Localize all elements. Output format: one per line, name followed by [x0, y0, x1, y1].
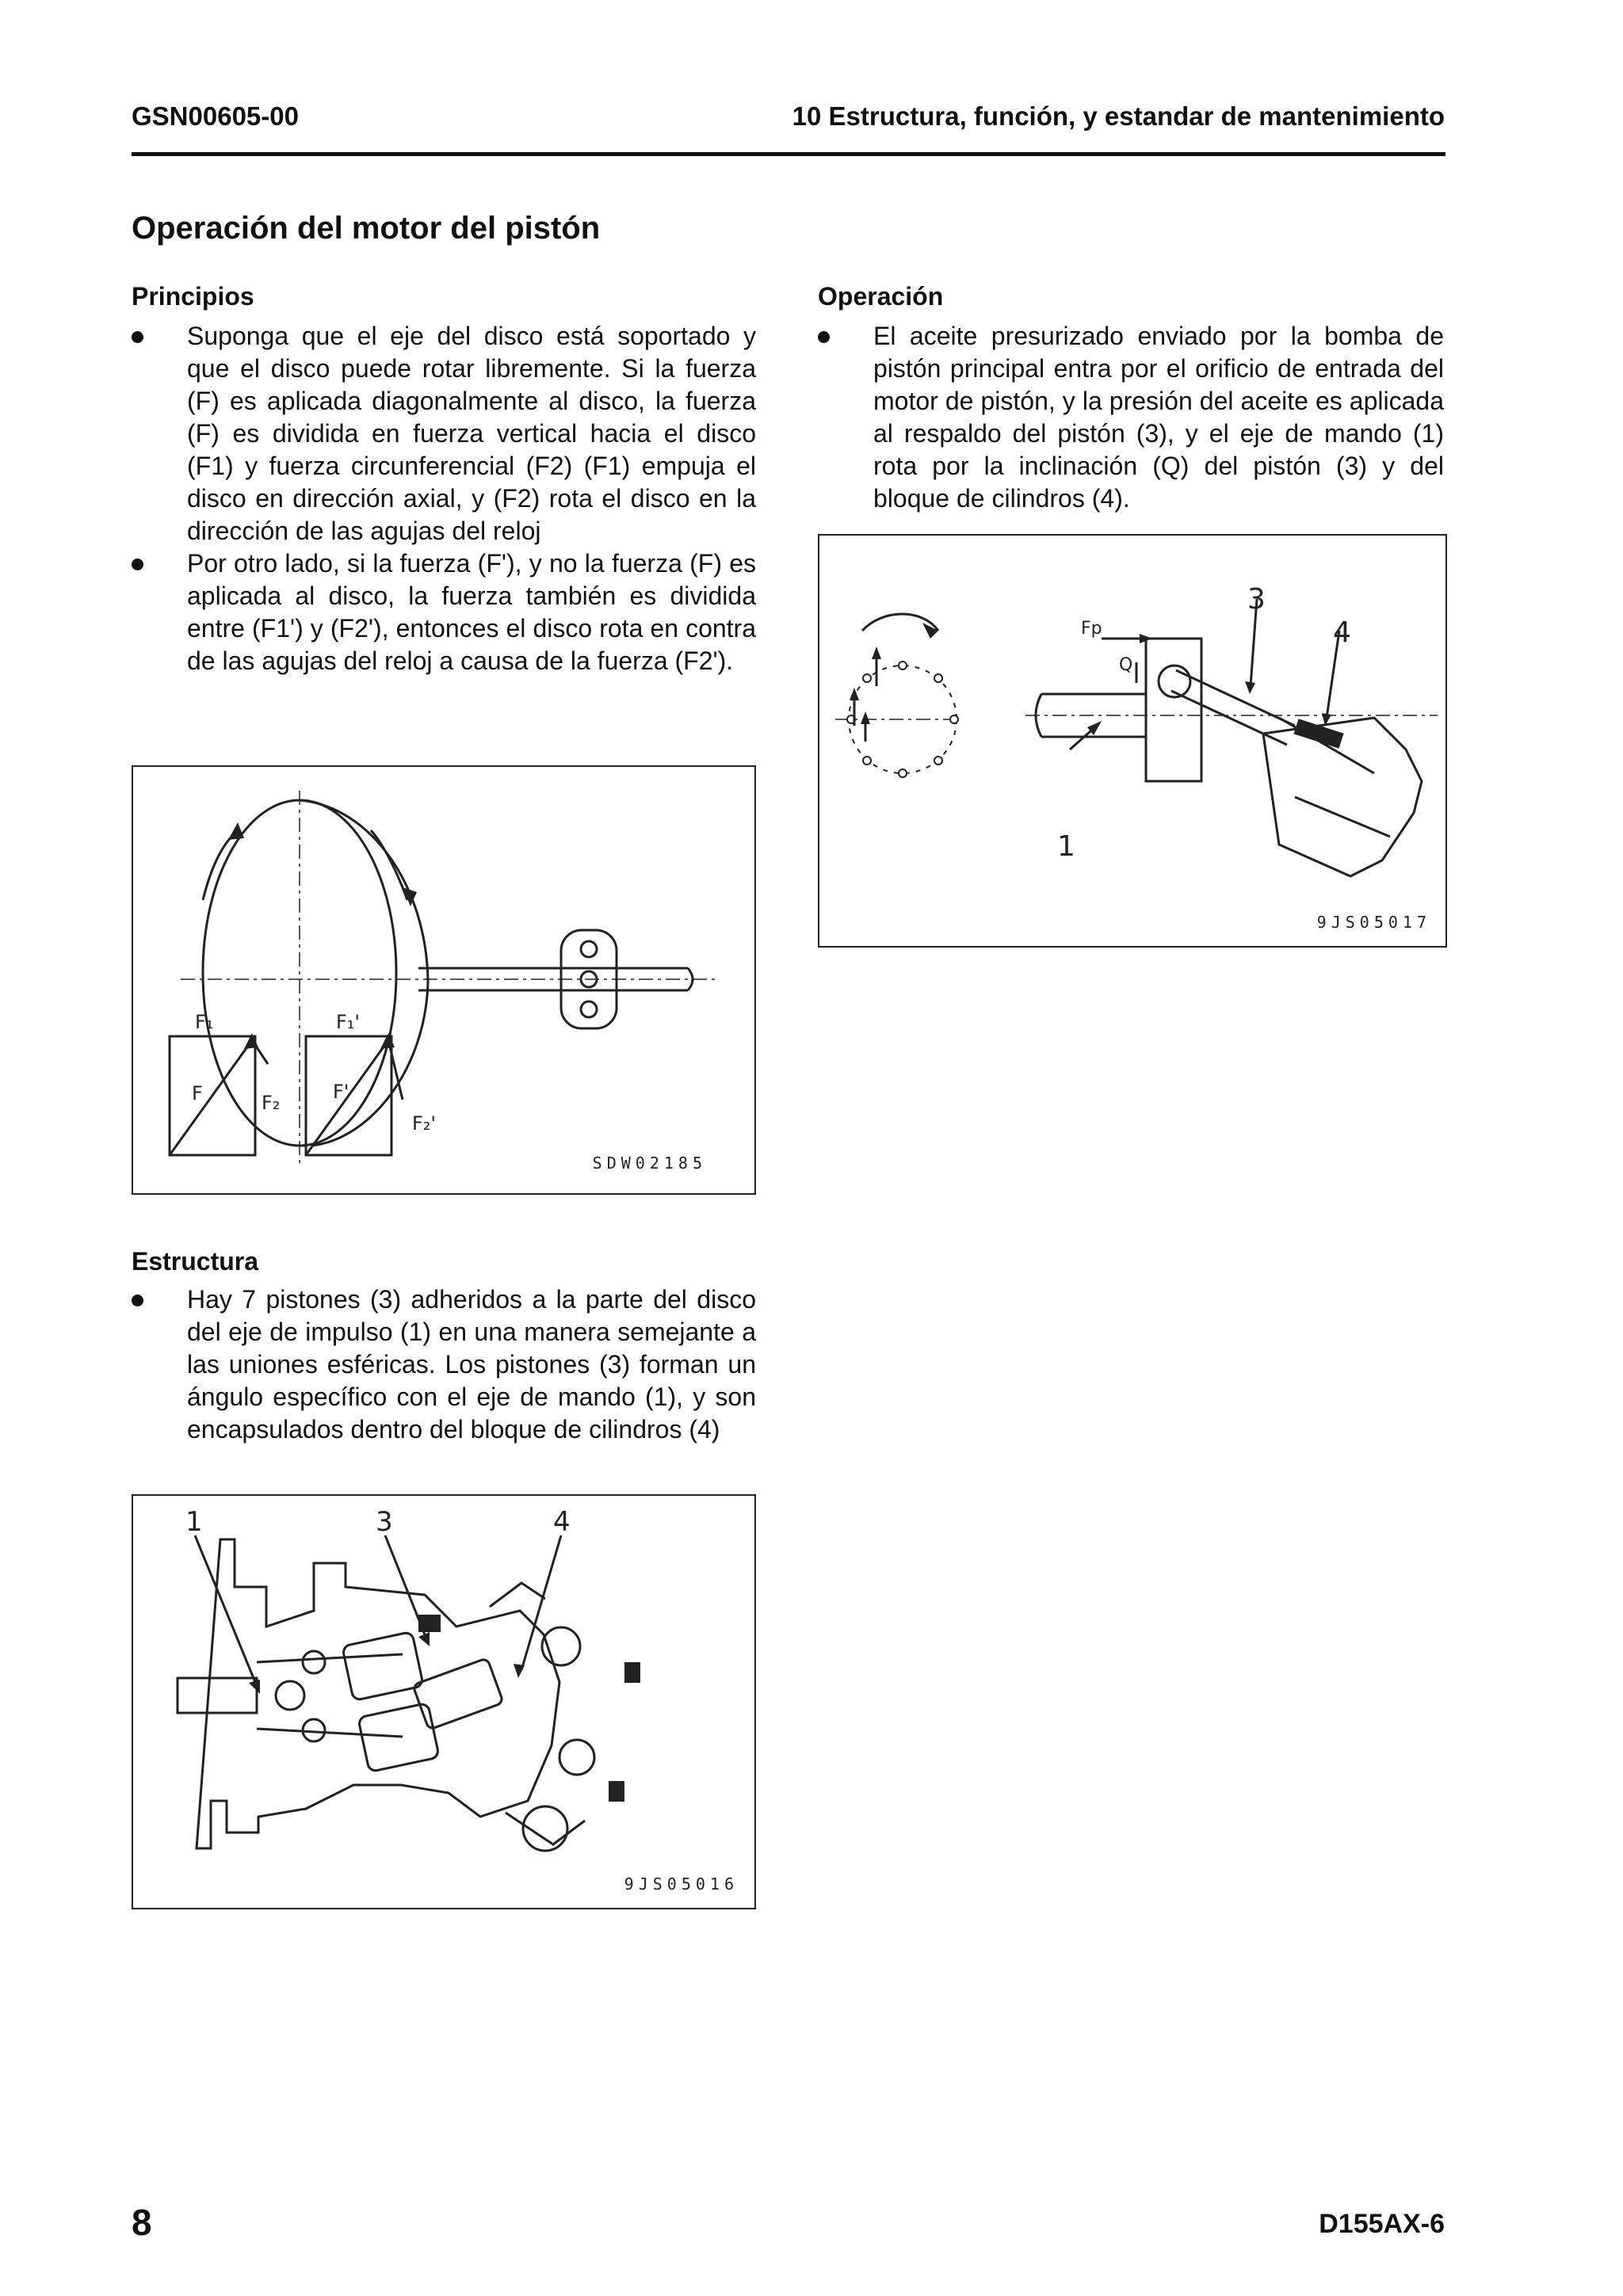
bullet-icon [132, 559, 143, 570]
bullet-icon [132, 331, 143, 343]
operacion-heading: Operación [818, 282, 944, 311]
f1-prime-label: F₁' [336, 1011, 361, 1033]
callout-3: 3 [1247, 583, 1266, 616]
piston-motor-section-drawing [133, 1496, 754, 1908]
estructura-list [132, 1283, 756, 1446]
document-code: GSN00605-00 [132, 101, 299, 131]
header-divider [132, 152, 1445, 156]
page-number: 8 [132, 2202, 152, 2243]
principios-bullet [132, 320, 756, 547]
bullet-icon [818, 331, 830, 343]
bullet-icon [132, 1295, 143, 1306]
callout-1: 1 [1057, 830, 1075, 863]
principios-bullet-text: Suponga que el eje del disco está soportado y que el disco puede rotar libremente. Si la fuerza (F) es aplicada diagonalmente al disco, la fuerza (F) es dividida en fuerza vertical hacia el disco (F1) y fuerza circunferencial (F2) (F1) empuja el disco en dirección axial, y (F2) rota el disco en la dirección de las agujas del reloj [187, 322, 756, 545]
f1-label: F₁ [195, 1011, 214, 1033]
disc-principle-drawing [133, 767, 754, 1193]
operacion-bullet [818, 320, 1444, 515]
callout-4: 4 [1333, 616, 1351, 649]
callout-4: 4 [553, 1506, 571, 1538]
principios-heading: Principios [132, 282, 254, 311]
principios-bullet-text: Por otro lado, si la fuerza (F'), y no la fuerza (F) es aplicada al disco, la fuerza también es dividida entre (F1') y (F2'), entonces el disco rota en contra de las agujas del reloj a causa de la fuerza (F2'). [187, 549, 756, 675]
page-title: Operación del motor del pistón [132, 211, 601, 246]
callout-3: 3 [376, 1506, 393, 1538]
figure-code: SDW02185 [592, 1154, 707, 1173]
f-prime-label: F' [333, 1081, 349, 1103]
f-label: F [192, 1082, 203, 1104]
disc-principle-figure [132, 765, 756, 1195]
fp-label: Fp [1081, 619, 1102, 639]
figure-code: 9JS05016 [624, 1875, 739, 1894]
piston-motor-section-figure [132, 1494, 756, 1909]
callout-1: 1 [185, 1506, 203, 1538]
q-label: Q [1119, 655, 1133, 675]
figure-code: 9JS05017 [1316, 913, 1431, 932]
piston-operation-drawing [819, 536, 1445, 946]
principios-bullet [132, 547, 756, 677]
estructura-heading: Estructura [132, 1247, 259, 1276]
estructura-bullet [132, 1283, 756, 1446]
operacion-bullet-text: El aceite presurizado enviado por la bomba de pistón principal entra por el orificio de entrada del motor de pistón, y la presión del aceite es aplicada al respaldo del pistón (3), y el eje de mando (1) rota por la inclinación (Q) del pistón (3) y del bloque de cilindros (4). [873, 322, 1444, 513]
f2-label: F₂ [262, 1092, 281, 1114]
section-title: 10 Estructura, función, y estandar de mantenimiento [792, 101, 1445, 131]
model-code: D155AX-6 [1319, 2209, 1445, 2239]
piston-operation-figure [818, 534, 1447, 948]
principios-list [132, 320, 756, 677]
estructura-bullet-text: Hay 7 pistones (3) adheridos a la parte del disco del eje de impulso (1) en una manera semejante a las uniones esféricas. Los pistones (3) forman un ángulo específico con el eje de mando (1), y son encapsulados dentro del bloque de cilindros (4) [187, 1285, 756, 1444]
operacion-list [818, 320, 1444, 515]
f2-prime-label: F₂' [412, 1112, 437, 1135]
